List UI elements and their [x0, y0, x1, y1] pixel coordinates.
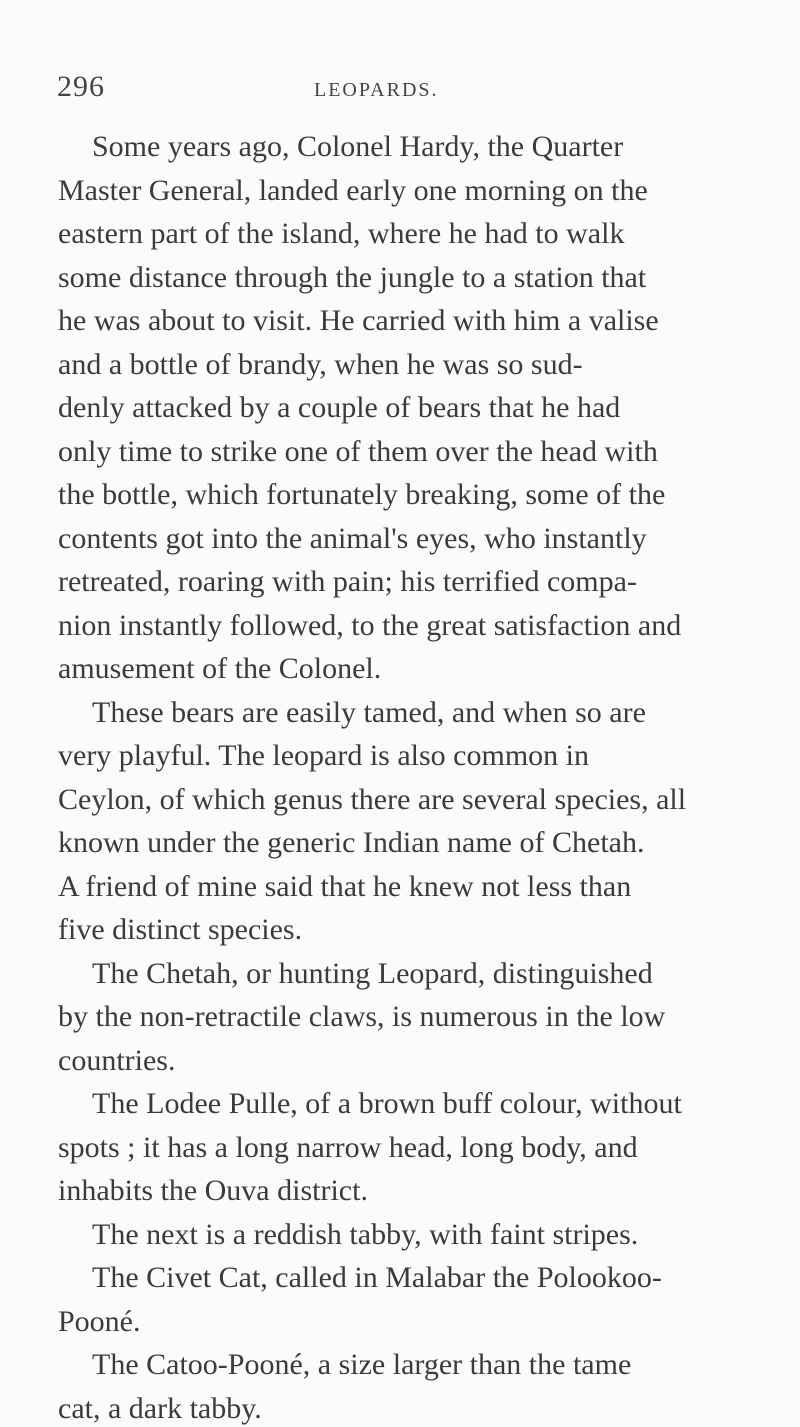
text-line: Ceylon, of which genus there are several species, all	[58, 783, 687, 816]
text-line: some distance through the jungle to a station that	[58, 261, 647, 294]
text-line: and a bottle of brandy, when he was so sud-	[58, 348, 583, 381]
text-line: The Lodee Pulle, of a brown buff colour, without	[92, 1087, 682, 1120]
text-line: inhabits the Ouva district.	[58, 1174, 368, 1207]
running-head: LEOPARDS.	[314, 79, 439, 101]
text-line: contents got into the animal's eyes, who instantly	[58, 522, 647, 555]
text-line: five distinct species.	[58, 913, 303, 946]
text-line: cat, a dark tabby.	[58, 1392, 262, 1425]
text-line: retreated, roaring with pain; his terrified compa-	[58, 565, 637, 598]
text-line: The Catoo-Pooné, a size larger than the tame	[92, 1348, 632, 1381]
text-line: by the non-retractile claws, is numerous in the low	[58, 1000, 666, 1033]
text-line: very playful. The leopard is also common in	[58, 739, 589, 772]
text-line: A friend of mine said that he knew not less than	[58, 870, 632, 903]
text-line: denly attacked by a couple of bears that he had	[58, 391, 621, 424]
text-line: he was about to visit. He carried with him a valise	[58, 304, 659, 337]
text-line: The Civet Cat, called in Malabar the Polookoo-	[92, 1261, 662, 1294]
text-line: eastern part of the island, where he had to walk	[58, 217, 625, 250]
text-line: spots ; it has a long narrow head, long body, and	[58, 1131, 638, 1164]
text-line: known under the generic Indian name of Chetah.	[58, 826, 645, 859]
text-line: countries.	[58, 1044, 176, 1077]
page-number: 296	[57, 70, 105, 103]
text-line: Master General, landed early one morning on the	[58, 174, 648, 207]
text-line: the bottle, which fortunately breaking, some of the	[58, 478, 666, 511]
text-line: These bears are easily tamed, and when so are	[92, 696, 646, 729]
text-line: nion instantly followed, to the great satisfaction and	[58, 609, 682, 642]
text-line: amusement of the Colonel.	[58, 652, 382, 685]
text-line: Pooné.	[58, 1305, 141, 1338]
text-line: The Chetah, or hunting Leopard, distinguished	[92, 957, 653, 990]
text-line: The next is a reddish tabby, with faint stripes.	[92, 1218, 639, 1251]
text-line: only time to strike one of them over the head with	[58, 435, 658, 468]
text-line: Some years ago, Colonel Hardy, the Quarter	[92, 130, 624, 163]
